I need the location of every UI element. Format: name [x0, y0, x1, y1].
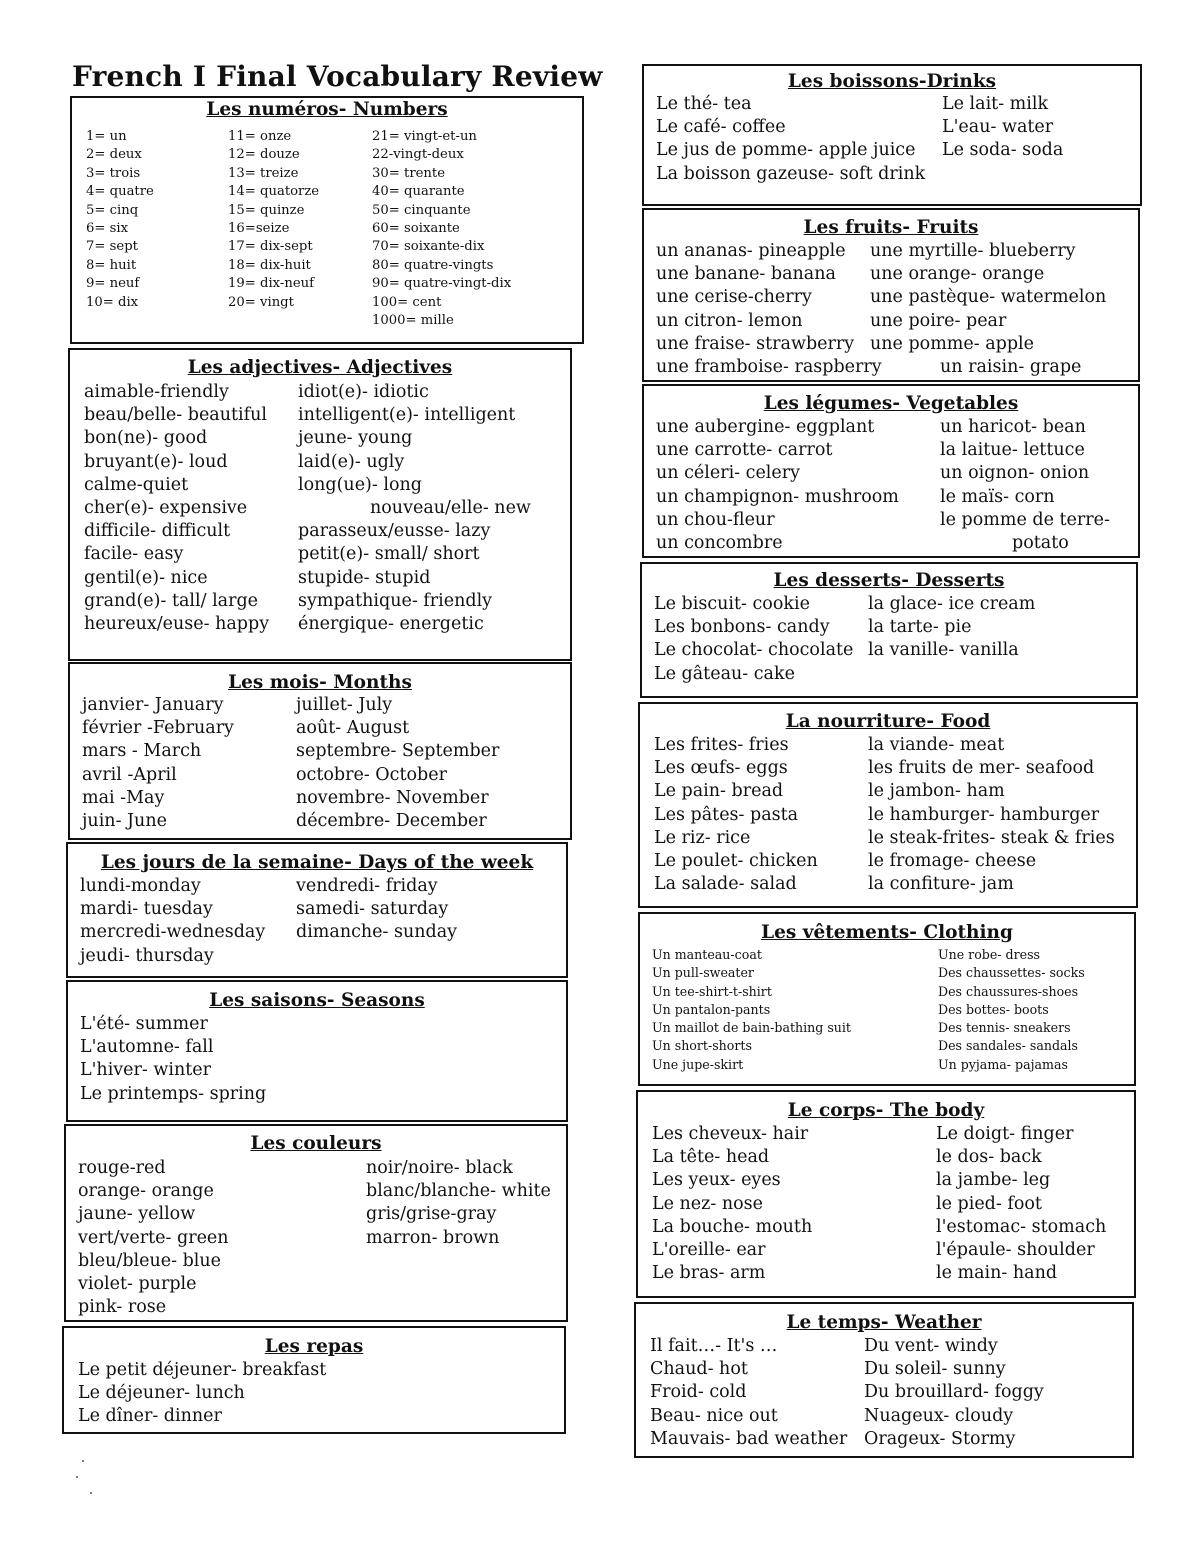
vocab-item: la viande- meat: [868, 735, 1005, 755]
vocab-item: 14= quatorze: [228, 184, 320, 200]
vocab-item: la jambe- leg: [936, 1170, 1051, 1191]
vocab-item: Le bras- arm: [652, 1263, 766, 1284]
vocab-item: Les frites- fries: [654, 735, 789, 755]
clothing-heading: Les vêtements- Clothing: [761, 922, 1013, 943]
vocab-item: Le chocolat- chocolate: [654, 640, 854, 661]
vocab-item: le maïs- corn: [940, 486, 1055, 507]
vocab-item: Les pâtes- pasta: [654, 804, 799, 825]
vocab-item: Mauvais- bad weather: [650, 1428, 848, 1449]
vocab-item: bleu/bleue- blue: [78, 1250, 222, 1271]
vocab-item: septembre- September: [296, 741, 500, 762]
vocab-item: Le thé- tea: [656, 94, 752, 114]
drinks-col-1: [656, 93, 925, 186]
vocab-item: 1= un: [86, 129, 127, 144]
vocab-item: novembre- November: [296, 787, 489, 808]
vocab-item: énergique- energetic: [298, 614, 484, 635]
days-section: [66, 842, 568, 978]
vocab-item: laid(e)- ugly: [298, 451, 405, 472]
vocab-item: mai -May: [82, 787, 165, 808]
vocab-item: Un tee-shirt-t-shirt: [652, 983, 772, 999]
vocab-item: sympathique- friendly: [298, 590, 493, 611]
vocab-item: 11= onze: [228, 129, 292, 144]
vocab-item: marron- brown: [366, 1227, 500, 1248]
vegetables-heading: Les légumes- Vegetables: [763, 393, 1019, 414]
vocab-item: une pastèque- watermelon: [870, 287, 1107, 308]
vocab-item: 17= dix-sept: [228, 239, 313, 255]
vocab-item: Le nez- nose: [652, 1193, 764, 1214]
vocab-item: un oignon- onion: [940, 463, 1090, 484]
vocab-item: la tarte- pie: [868, 617, 972, 638]
fruits-col-2: [870, 240, 1106, 356]
vocab-item: Un maillot de bain-bathing suit: [652, 1020, 851, 1036]
vegetables-col-1: [656, 416, 899, 555]
vocab-item: violet- purple: [78, 1274, 197, 1295]
vocab-item: Du brouillard- foggy: [864, 1382, 1044, 1403]
vocab-item: un céleri- celery: [656, 463, 801, 484]
vocab-item: Le biscuit- cookie: [654, 594, 810, 614]
vocab-item: une framboise- raspberry: [656, 357, 882, 378]
colors-section: [64, 1124, 568, 1322]
meals-section: [62, 1326, 566, 1434]
weather-col-2: [864, 1335, 1044, 1451]
vocab-item: Le jus de pomme- apple juice: [656, 140, 916, 161]
vocab-item: 13= treize: [228, 165, 299, 181]
vocab-item: le hamburger- hamburger: [868, 804, 1100, 825]
vocab-item: Le pain- bread: [654, 781, 784, 802]
vocab-item: octobre- October: [296, 764, 447, 785]
vocab-item: Le soda- soda: [942, 140, 1064, 161]
vocab-item: 9= neuf: [86, 276, 140, 292]
vocab-item: la laitue- lettuce: [940, 440, 1085, 461]
vocab-item: une aubergine- eggplant: [656, 417, 875, 437]
vocab-item: une myrtille- blueberry: [870, 241, 1076, 261]
vocab-item: la glace- ice cream: [868, 594, 1036, 614]
vocab-item: Des chaussures-shoes: [938, 983, 1079, 999]
vocab-item: Une jupe-skirt: [652, 1056, 744, 1072]
vocab-item: Il fait…- It's …: [650, 1336, 778, 1356]
vocab-item: un ananas- pineapple: [656, 241, 846, 261]
vocab-item: dimanche- sunday: [296, 922, 458, 943]
vocab-item: une pomme- apple: [870, 333, 1035, 354]
vocab-item: Un short-shorts: [652, 1038, 752, 1054]
drinks-section: [642, 64, 1142, 206]
vocab-item: le dos- back: [936, 1147, 1042, 1168]
vegetables-section: [642, 384, 1140, 558]
vocab-item: calme-quiet: [84, 474, 189, 495]
vocab-item: 18= dix-huit: [228, 257, 311, 273]
vocab-item: une carrotte- carrot: [656, 440, 833, 461]
vocab-item: le main- hand: [936, 1263, 1058, 1284]
vocab-item: nouveau/elle- new: [370, 498, 531, 519]
vocab-item: 4= quatre: [86, 184, 154, 200]
vocab-item: orange- orange: [78, 1181, 214, 1202]
clothing-section: [638, 912, 1136, 1086]
vocab-item: vert/verte- green: [78, 1227, 229, 1248]
vocab-item: l'estomac- stomach: [936, 1216, 1107, 1237]
vocab-item: avril -April: [82, 764, 177, 785]
vocab-item: 8= huit: [86, 257, 137, 273]
vocab-item: lundi-monday: [80, 876, 201, 896]
vocab-item: un haricot- bean: [940, 417, 1086, 437]
vocab-item: 90= quatre-vingt-dix: [372, 276, 512, 292]
body-section: [636, 1090, 1136, 1298]
food-col-2: [868, 734, 1115, 896]
days-col-1: [80, 875, 265, 968]
vocab-item: juin- June: [82, 811, 167, 832]
vocab-item: le steak-frites- steak & fries: [868, 827, 1115, 848]
vocab-item: un concombre: [656, 533, 783, 554]
vocab-item: 70= soixante-dix: [372, 239, 485, 255]
vocab-item: grand(e)- tall/ large: [84, 590, 259, 611]
vocab-item: mercredi-wednesday: [80, 922, 266, 943]
vocab-item: une orange- orange: [870, 264, 1045, 285]
months-section: [68, 662, 572, 840]
months-col-1: [82, 694, 234, 833]
vocab-item: L'hiver- winter: [80, 1060, 211, 1081]
vocab-item: Le déjeuner- lunch: [78, 1383, 245, 1404]
vocab-item: mars - March: [82, 741, 202, 762]
vocab-item: Le printemps- spring: [80, 1083, 267, 1104]
vocab-item: Un pull-sweater: [652, 965, 754, 981]
days-heading: Les jours de la semaine- Days of the week: [100, 852, 534, 873]
clothing-col-1: [652, 946, 851, 1074]
fruits-extra-wrap: [940, 356, 1081, 379]
vocab-item: jeune- young: [298, 428, 413, 449]
vocab-item: Un manteau-coat: [652, 947, 762, 962]
vocab-item: 80= quatre-vingts: [372, 257, 494, 273]
vocab-item: difficile- difficult: [84, 521, 231, 542]
desserts-col-1: [654, 593, 853, 686]
vocab-item: 60= soixante: [372, 221, 460, 237]
vocab-item: parasseux/eusse- lazy: [298, 521, 491, 542]
adjectives-section: [68, 348, 572, 661]
vocab-item: février -February: [82, 718, 234, 739]
vocab-item: 10= dix: [86, 294, 139, 310]
vocab-item: août- August: [296, 718, 410, 739]
fruits-extra-item: un raisin- grape: [940, 357, 1082, 377]
vocab-item: Nuageux- cloudy: [864, 1405, 1014, 1426]
meals-heading: Les repas: [264, 1336, 364, 1357]
vocab-item: 21= vingt-et-un: [372, 129, 477, 144]
vocab-item: Le lait- milk: [942, 94, 1049, 114]
numbers-col-2: [228, 128, 319, 312]
vocab-item: La tête- head: [652, 1147, 770, 1168]
vocab-item: Un pantalon-pants: [652, 1001, 771, 1017]
vocab-item: jeudi- thursday: [80, 945, 214, 966]
vocab-item: 7= sept: [86, 239, 138, 255]
colors-heading: Les couleurs: [250, 1133, 382, 1154]
weather-heading: Le temps- Weather: [786, 1312, 982, 1333]
numbers-col-1: [86, 128, 154, 312]
vocab-item: une cerise-cherry: [656, 287, 812, 308]
vegetables-col-2: [940, 416, 1110, 555]
vocab-item: mardi- tuesday: [80, 899, 213, 920]
clothing-col-2: [938, 946, 1085, 1074]
vocab-item: samedi- saturday: [296, 899, 449, 920]
vocab-item: l'épaule- shoulder: [936, 1240, 1095, 1261]
vocab-item: la confiture- jam: [868, 874, 1014, 895]
vocab-item: 15= quinze: [228, 202, 305, 218]
vocab-item: 30= trente: [372, 165, 446, 181]
vocab-item: Le poulet- chicken: [654, 851, 818, 872]
vocab-item: 22-vingt-deux: [372, 147, 464, 163]
vocab-item: 3= trois: [86, 165, 141, 181]
drinks-heading: Les boissons-Drinks: [787, 71, 997, 92]
vocab-item: rouge-red: [78, 1158, 166, 1178]
vocab-item: Le dîner- dinner: [78, 1406, 222, 1427]
speck-dot: [82, 1460, 84, 1462]
vocab-item: Le café- coffee: [656, 117, 786, 138]
colors-col-2: [366, 1157, 551, 1250]
vocab-item: vendredi- friday: [296, 876, 438, 896]
seasons-col-1: [80, 1013, 266, 1106]
vocab-item: 100= cent: [372, 294, 442, 310]
desserts-heading: Les desserts- Desserts: [773, 570, 1005, 591]
vocab-item: Des bottes- boots: [938, 1001, 1049, 1017]
vocab-item: 40= quarante: [372, 184, 465, 200]
seasons-heading: Les saisons- Seasons: [209, 990, 425, 1011]
vocab-item: le jambon- ham: [868, 781, 1005, 802]
meals-col-1: [78, 1359, 326, 1429]
vocab-item: stupide- stupid: [298, 567, 431, 588]
vocab-item: 16=seize: [228, 221, 290, 237]
vocab-item: Des chaussettes- socks: [938, 965, 1085, 981]
food-col-1: [654, 734, 818, 896]
adjectives-col-2: [298, 381, 531, 636]
vocab-item: Un pyjama- pajamas: [938, 1056, 1068, 1072]
months-col-2: [296, 694, 499, 833]
vocab-item: 20= vingt: [228, 294, 294, 310]
fruits-section: [642, 208, 1140, 382]
desserts-col-2: [868, 593, 1035, 663]
vocab-item: cher(e)- expensive: [84, 498, 248, 519]
fruits-heading: Les fruits- Fruits: [803, 217, 979, 238]
vocab-item: un champignon- mushroom: [656, 486, 899, 507]
vocab-item: idiot(e)- idiotic: [298, 382, 429, 402]
vocab-item: aimable-friendly: [84, 382, 229, 402]
vocab-item: bon(ne)- good: [84, 428, 208, 449]
vocab-item: Froid- cold: [650, 1382, 747, 1403]
vocab-item: Une robe- dress: [938, 947, 1041, 962]
vocab-item: une banane- banana: [656, 264, 836, 285]
vocab-item: blanc/blanche- white: [366, 1181, 551, 1202]
vocab-item: un chou-fleur: [656, 509, 775, 530]
vocab-item: La bouche- mouth: [652, 1216, 813, 1237]
vocab-item: long(ue)- long: [298, 474, 422, 495]
vocab-item: Du vent- windy: [864, 1336, 998, 1356]
vocab-item: Les œufs- eggs: [654, 758, 788, 779]
adjectives-col-1: [84, 381, 269, 636]
drinks-col-2: [942, 93, 1063, 163]
numbers-section: [70, 96, 584, 344]
vocab-item: facile- easy: [84, 544, 184, 565]
food-heading: La nourriture- Food: [785, 711, 991, 732]
vocab-item: le fromage- cheese: [868, 851, 1037, 872]
vocab-item: bruyant(e)- loud: [84, 451, 228, 472]
vocab-item: Orageux- Stormy: [864, 1428, 1016, 1449]
speck-dot: [90, 1492, 92, 1494]
vocab-item: une poire- pear: [870, 310, 1007, 331]
vocab-item: jaune- yellow: [78, 1204, 196, 1225]
vocab-item: L'oreille- ear: [652, 1240, 766, 1261]
page-title: French I Final Vocabulary Review: [72, 60, 603, 93]
numbers-heading: Les numéros- Numbers: [206, 99, 448, 120]
vocab-item: L'eau- water: [942, 117, 1054, 138]
days-col-2: [296, 875, 457, 945]
body-heading: Le corps- The body: [787, 1100, 985, 1121]
vocab-item: juillet- July: [296, 695, 393, 715]
vocab-item: 6= six: [86, 221, 129, 237]
vocab-item: heureux/euse- happy: [84, 614, 270, 635]
food-section: [638, 702, 1138, 908]
vocab-item: Beau- nice out: [650, 1405, 778, 1426]
vocab-item: Le gâteau- cake: [654, 663, 795, 684]
vocab-item: Le petit déjeuner- breakfast: [78, 1360, 327, 1380]
numbers-col-3: [372, 128, 511, 330]
vocab-item: La salade- salad: [654, 874, 797, 895]
vocab-item: beau/belle- beautiful: [84, 405, 267, 426]
vocab-item: 2= deux: [86, 147, 142, 163]
adjectives-heading: Les adjectives- Adjectives: [187, 357, 453, 378]
vocab-item: Les yeux- eyes: [652, 1170, 781, 1191]
vocab-item: 5= cinq: [86, 202, 139, 218]
vocab-item: intelligent(e)- intelligent: [298, 405, 516, 426]
vocab-item: petit(e)- small/ short: [298, 544, 480, 565]
body-col-1: [652, 1123, 812, 1285]
weather-section: [634, 1302, 1134, 1458]
fruits-col-1: [656, 240, 882, 379]
vocab-item: Les cheveux- hair: [652, 1124, 809, 1144]
desserts-section: [640, 562, 1138, 698]
vocab-item: les fruits de mer- seafood: [868, 758, 1095, 779]
vocab-item: décembre- December: [296, 811, 487, 832]
colors-col-1: [78, 1157, 229, 1319]
vocab-item: un citron- lemon: [656, 310, 803, 331]
vocab-item: Du soleil- sunny: [864, 1359, 1006, 1380]
vocab-item: Chaud- hot: [650, 1359, 748, 1380]
vocab-item: Le riz- rice: [654, 827, 751, 848]
vocab-item: Des sandales- sandals: [938, 1038, 1079, 1054]
vocab-item: janvier- January: [82, 695, 224, 715]
vocab-item: Les bonbons- candy: [654, 617, 830, 638]
vocab-item: noir/noire- black: [366, 1158, 513, 1178]
vocab-item: 50= cinquante: [372, 202, 471, 218]
vocab-item: L'été- summer: [80, 1014, 208, 1034]
body-col-2: [936, 1123, 1106, 1285]
vocab-item: gris/grise-gray: [366, 1204, 497, 1225]
weather-col-1: [650, 1335, 847, 1451]
vocab-item: pink- rose: [78, 1297, 167, 1318]
vocab-item: la vanille- vanilla: [868, 640, 1019, 661]
months-heading: Les mois- Months: [228, 672, 412, 693]
vocab-item: Le doigt- finger: [936, 1124, 1074, 1144]
vocab-item: Des tennis- sneakers: [938, 1020, 1071, 1036]
vocab-item: 19= dix-neuf: [228, 276, 315, 292]
vocab-item: une fraise- strawberry: [656, 333, 855, 354]
seasons-section: [66, 980, 568, 1122]
speck-dot: [76, 1476, 78, 1478]
vocab-item: potato: [1012, 533, 1069, 554]
vocab-item: le pied- foot: [936, 1193, 1042, 1214]
vocab-item: 1000= mille: [372, 313, 454, 329]
vocab-item: gentil(e)- nice: [84, 567, 208, 588]
vocab-item: L'automne- fall: [80, 1037, 214, 1058]
vocab-item: 12= douze: [228, 147, 300, 163]
vocab-item: La boisson gazeuse- soft drink: [656, 163, 926, 184]
vocab-item: le pomme de terre-: [940, 509, 1110, 530]
